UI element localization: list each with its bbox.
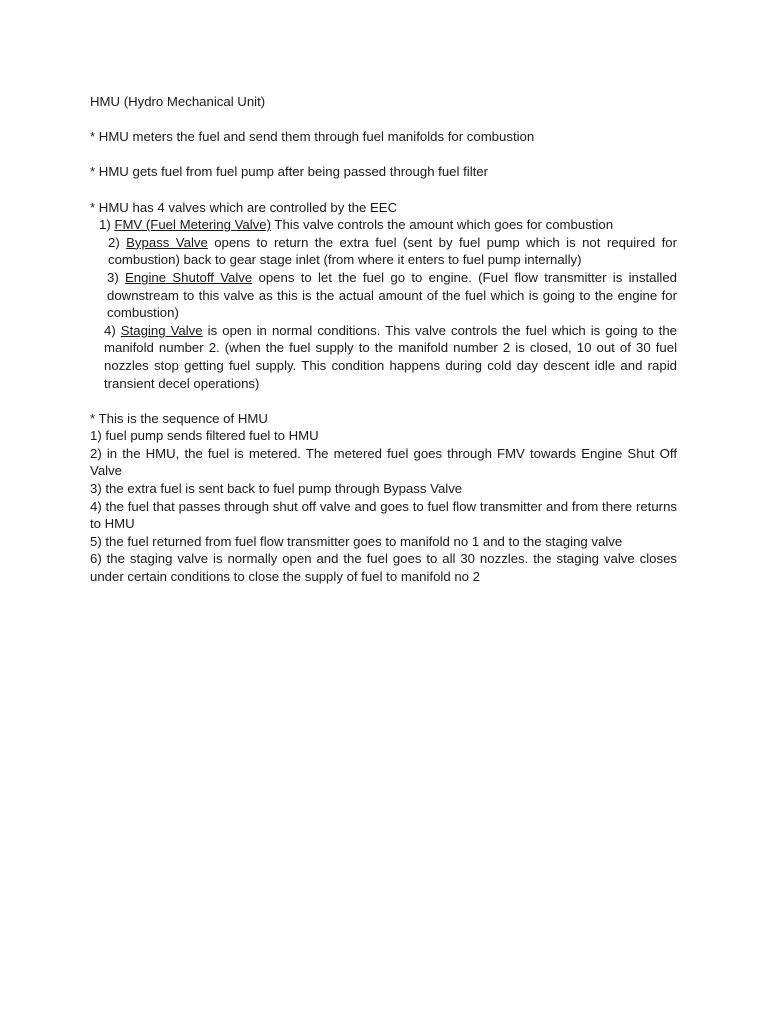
valve-item-bypass xyxy=(90,234,677,269)
valve-number: 3) xyxy=(107,269,126,285)
document-body xyxy=(90,93,677,586)
sequence-step-2: 2) in the HMU, the fuel is metered. The metered fuel goes through FMV towards Engine Shut Off Valve xyxy=(90,445,677,479)
spacer xyxy=(90,181,677,199)
sequence-step-6: 6) the staging valve is normally open and the fuel goes to all 30 nozzles. the staging valve closes under certain conditions to close the supply of fuel to manifold no 2 xyxy=(90,551,677,585)
sequence-step-5: 5) the fuel returned from fuel flow transmitter goes to manifold no 1 and to the staging valve xyxy=(90,533,623,549)
bullet-fuel-source: * HMU gets fuel from fuel pump after being passed through fuel filter xyxy=(90,164,489,180)
valve-item-shutoff xyxy=(90,269,677,322)
sequence-step-4: 4) the fuel that passes through shut off valve and goes to fuel flow transmitter and from there returns to HMU xyxy=(90,498,677,532)
bullet-valves-intro: * HMU has 4 valves which are controlled by the EEC xyxy=(90,199,398,215)
valve-description: opens to return the extra fuel (sent by fuel pump which is not required for combustion) back to gear stage inlet (from where it enters to fuel pump internally) xyxy=(108,234,678,268)
valve-name-shutoff: Engine Shutoff Valve xyxy=(125,269,253,285)
sequence-step-1: 1) fuel pump sends filtered fuel to HMU xyxy=(90,428,319,444)
bullet-meters-fuel: * HMU meters the fuel and send them through fuel manifolds for combustion xyxy=(90,129,535,145)
valve-name-staging: Staging Valve xyxy=(120,322,203,338)
spacer xyxy=(90,146,677,164)
spacer xyxy=(90,111,677,129)
valve-name-bypass: Bypass Valve xyxy=(126,234,208,250)
valve-item-fmv xyxy=(90,216,677,234)
sequence-heading: * This is the sequence of HMU xyxy=(90,410,268,426)
valve-item-staging xyxy=(90,322,677,392)
document-title: HMU (Hydro Mechanical Unit) xyxy=(90,94,266,109)
valve-name-fmv: FMV (Fuel Metering Valve) xyxy=(114,217,271,233)
valve-description: is open in normal conditions. This valve controls the fuel which is going to the manifold number 2. (when the fuel supply to the manifold number 2 is closed, 10 out of 30 fuel nozzles stop getting fuel supply. This condition happens during cold day descent idle and rapid transient decel operations) xyxy=(104,322,678,391)
valve-number: 1) xyxy=(99,217,115,233)
valve-description: opens to let the fuel go to engine. (Fuel flow transmitter is installed downstream to this valve as this is the actual amount of the fuel which is going to the engine for combustion) xyxy=(107,269,677,321)
sequence-step-3: 3) the extra fuel is sent back to fuel pump through Bypass Valve xyxy=(90,481,463,497)
spacer xyxy=(90,392,677,410)
valve-number: 4) xyxy=(104,322,121,338)
valve-description: This valve controls the amount which goes for combustion xyxy=(270,217,614,233)
valve-number: 2) xyxy=(108,234,127,250)
